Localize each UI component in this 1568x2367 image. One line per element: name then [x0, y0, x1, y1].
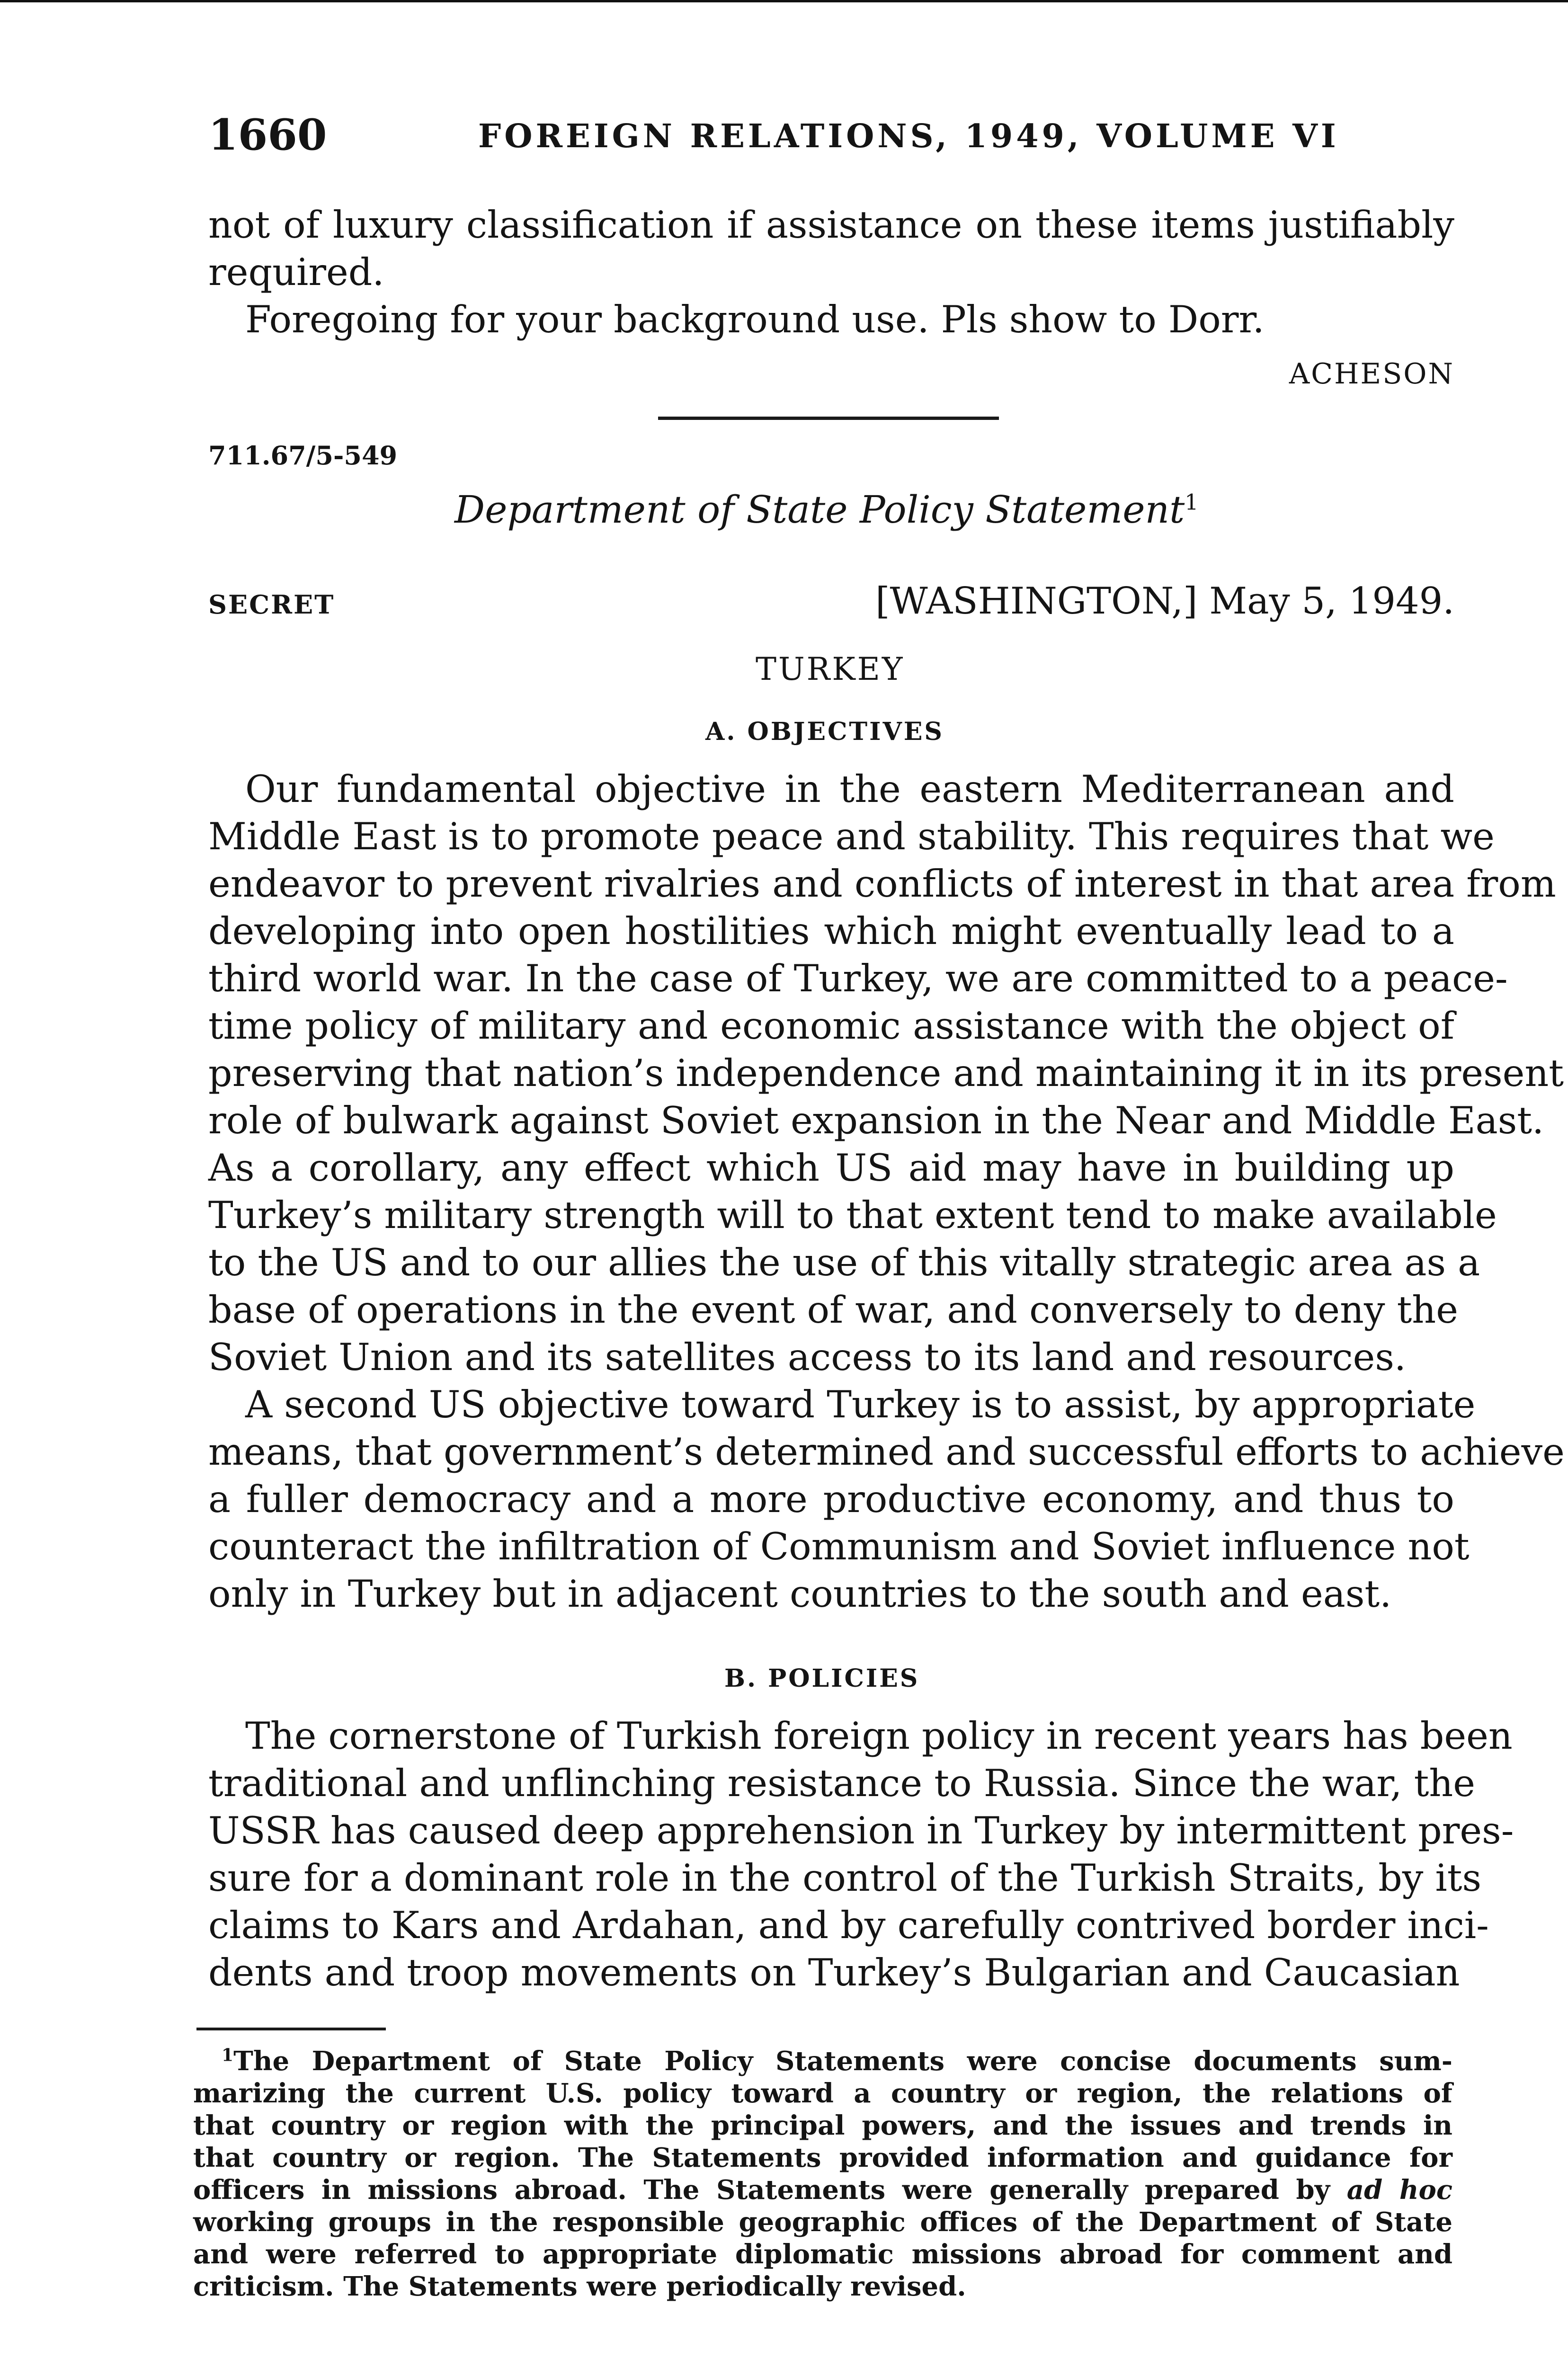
section-divider: [658, 417, 999, 420]
footnote-marker: 1: [222, 2045, 234, 2065]
footnote-line: criticism. The Statements were periodically revised.: [193, 2271, 966, 2302]
subject-heading: TURKEY: [756, 651, 905, 687]
text-line: Middle East is to promote peace and stability. This requires that we: [208, 815, 1495, 858]
text-line: base of operations in the event of war, and conversely to deny the: [208, 1288, 1458, 1332]
place-date: [WASHINGTON,] May 5, 1949.: [875, 580, 1454, 623]
text-line: required.: [208, 250, 384, 294]
text-line: Foregoing for your background use. Pls show to Dorr.: [245, 298, 1265, 341]
text-line: counteract the infiltration of Communism and Soviet influence not: [208, 1525, 1470, 1568]
section-a-paragraph-2: [208, 1381, 1565, 1618]
text-line: dents and troop movements on Turkey’s Bulgarian and Caucasian: [208, 1951, 1460, 1994]
footnote-rule: [196, 2028, 386, 2030]
footnote: [193, 2045, 1452, 2303]
text-line: USSR has caused deep apprehension in Turkey by intermittent pres-: [208, 1809, 1514, 1852]
text-line: third world war. In the case of Turkey, we are committed to a peace-: [208, 957, 1508, 1000]
running-title: FOREIGN RELATIONS, 1949, VOLUME VI: [478, 117, 1339, 155]
text-line: Our fundamental objective in the eastern Mediterranean and: [245, 767, 1454, 811]
section-b-paragraph-1: [208, 1712, 1514, 1996]
text-line: A second US objective toward Turkey is to assist, by appropriate: [245, 1383, 1476, 1426]
text-line: claims to Kars and Ardahan, and by carefully contrived border inci-: [208, 1904, 1489, 1947]
ad-hoc-italic: ad hoc: [1346, 2174, 1452, 2206]
text-line: not of luxury classification if assistance on these items justifiably: [208, 203, 1454, 247]
document-title: [454, 488, 1199, 532]
section-b-heading: B. POLICIES: [724, 1664, 920, 1693]
classification: SECRET: [208, 589, 335, 620]
text-line: means, that government’s determined and successful efforts to achieve: [208, 1430, 1565, 1474]
footnote-reference: 1: [1185, 489, 1199, 515]
text-line: to the US and to our allies the use of this vitally strategic area as a: [208, 1241, 1480, 1284]
text-line: traditional and unflinching resistance to Russia. Since the war, the: [208, 1762, 1476, 1805]
text-line: time policy of military and economic assistance with the object of: [208, 1004, 1454, 1048]
footnote-line: officers in missions abroad. The Statements were generally prepared by ad hoc: [193, 2174, 1452, 2206]
footnote-line: that country or region. The Statements provided information and guidance for: [193, 2142, 1452, 2173]
page-number: 1660: [208, 110, 327, 160]
text-line: preserving that nation’s independence and maintaining it in its present: [208, 1051, 1564, 1095]
text-line: sure for a dominant role in the control of the Turkish Straits, by its: [208, 1856, 1482, 1900]
text-line: Turkey’s military strength will to that extent tend to make available: [208, 1193, 1497, 1237]
document-title-text: Department of State Policy Statement: [454, 488, 1185, 532]
continuation-text: [208, 201, 1454, 343]
text-line: As a corollary, any effect which US aid may have in building up: [208, 1146, 1454, 1190]
text-line: role of bulwark against Soviet expansion in the Near and Middle East.: [208, 1099, 1544, 1142]
signature: ACHESON: [1289, 357, 1454, 391]
text-line: developing into open hostilities which might eventually lead to a: [208, 909, 1454, 953]
text-line: a fuller democracy and a more productive economy, and thus to: [208, 1477, 1454, 1521]
footnote-line: working groups in the responsible geographic offices of the Department of State: [193, 2207, 1452, 2238]
section-a-heading: A. OBJECTIVES: [705, 717, 944, 746]
footnote-line: and were referred to appropriate diplomatic missions abroad for comment and: [193, 2239, 1452, 2270]
footnote-line: $^1$The Department of State Policy Statements were concise documents sum-: [222, 2045, 1452, 2077]
text-line: only in Turkey but in adjacent countries to the south and east.: [208, 1572, 1392, 1616]
text-line: Soviet Union and its satellites access to its land and resources.: [208, 1335, 1407, 1379]
page-top-border: [0, 0, 1568, 2]
footnote-line: that country or region with the principal powers, and the issues and trends in: [193, 2110, 1452, 2141]
text-line: The cornerstone of Turkish foreign policy in recent years has been: [245, 1714, 1513, 1758]
footnote-line: marizing the current U.S. policy toward a country or region, the relations of: [193, 2078, 1452, 2109]
section-a-paragraph-1: [208, 765, 1564, 1381]
file-number: 711.67/5-549: [208, 440, 398, 471]
text-line: endeavor to prevent rivalries and conflicts of interest in that area from: [208, 862, 1556, 906]
